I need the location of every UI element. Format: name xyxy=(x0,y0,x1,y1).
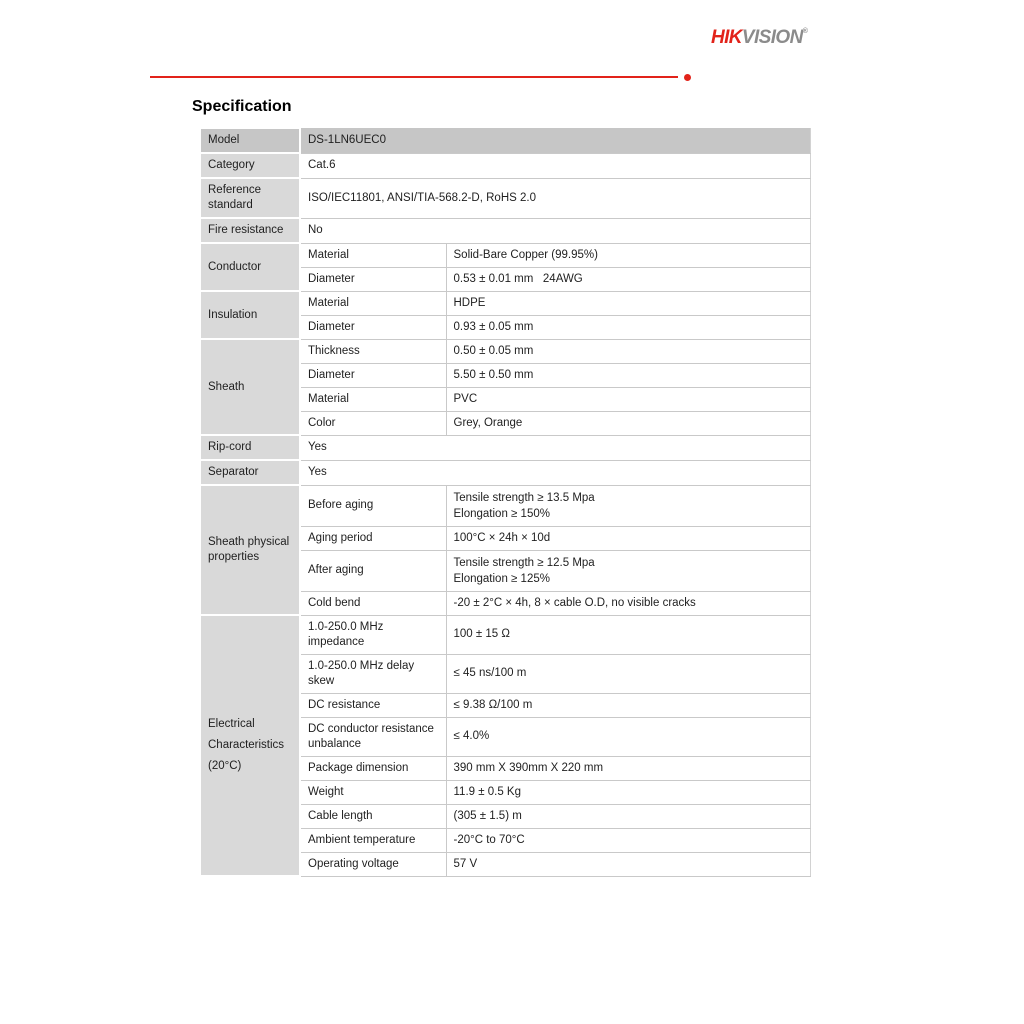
value-cell-material: PVC xyxy=(446,387,810,411)
value-line: Tensile strength ≥ 12.5 Mpa xyxy=(453,556,595,569)
group-label-sheath-physical-properties: Sheath physical properties xyxy=(201,485,300,615)
value-line: Tensile strength ≥ 13.5 Mpa xyxy=(453,491,595,504)
value-cell-model: DS-1LN6UEC0 xyxy=(300,128,810,153)
group-label-fire-resistance: Fire resistance xyxy=(201,218,300,243)
value-cell-diameter: 0.53 ± 0.01 mm 24AWG xyxy=(446,267,810,291)
value-cell-fire-resistance: No xyxy=(300,218,810,243)
value-cell-reference-standard: ISO/IEC11801, ANSI/TIA-568.2-D, RoHS 2.0 xyxy=(300,178,810,218)
group-label-electrical-characteristics-20-c: Electrical Characteristics (20°C) xyxy=(201,615,300,876)
table-row xyxy=(201,460,810,485)
param-cell-dc-conductor-resistance-unbalance: DC conductor resistance unbalance xyxy=(300,717,446,756)
value-cell-material: HDPE xyxy=(446,291,810,315)
param-cell-diameter: Diameter xyxy=(300,267,446,291)
group-label-category: Category xyxy=(201,153,300,178)
table-row xyxy=(201,218,810,243)
value-cell-ambient-temperature: -20°C to 70°C xyxy=(446,828,810,852)
table-row xyxy=(201,178,810,218)
spec-table-body xyxy=(201,128,810,876)
value-cell-before-aging xyxy=(446,485,810,526)
value-cell-1-0-250-0-mhz-delay-skew: ≤ 45 ns/100 m xyxy=(446,654,810,693)
value-cell-1-0-250-0-mhz-impedance: 100 ± 15 Ω xyxy=(446,615,810,654)
param-cell-operating-voltage: Operating voltage xyxy=(300,852,446,876)
value-cell-thickness: 0.50 ± 0.05 mm xyxy=(446,339,810,363)
value-cell-weight: 11.9 ± 0.5 Kg xyxy=(446,780,810,804)
value-line: Elongation ≥ 125% xyxy=(453,572,550,585)
param-cell-thickness: Thickness xyxy=(300,339,446,363)
logo-hik-text: HIK xyxy=(711,27,742,48)
table-row xyxy=(201,615,810,654)
group-label-sheath: Sheath xyxy=(201,339,300,435)
param-cell-ambient-temperature: Ambient temperature xyxy=(300,828,446,852)
param-cell-material: Material xyxy=(300,243,446,267)
value-cell-cable-length: (305 ± 1.5) m xyxy=(446,804,810,828)
value-cell-package-dimension: 390 mm X 390mm X 220 mm xyxy=(446,756,810,780)
value-cell-dc-resistance: ≤ 9.38 Ω/100 m xyxy=(446,693,810,717)
param-cell-1-0-250-0-mhz-delay-skew: 1.0-250.0 MHz delay skew xyxy=(300,654,446,693)
param-cell-cold-bend: Cold bend xyxy=(300,591,446,615)
page-title: Specification xyxy=(192,98,292,115)
value-line: Elongation ≥ 150% xyxy=(453,507,550,520)
value-cell-color: Grey, Orange xyxy=(446,411,810,435)
table-row xyxy=(201,435,810,460)
value-cell-diameter: 5.50 ± 0.50 mm xyxy=(446,363,810,387)
group-label-conductor: Conductor xyxy=(201,243,300,291)
param-cell-aging-period: Aging period xyxy=(300,526,446,550)
value-cell-cold-bend: -20 ± 2°C × 4h, 8 × cable O.D, no visible cracks xyxy=(446,591,810,615)
table-row xyxy=(201,243,810,267)
param-cell-before-aging: Before aging xyxy=(300,485,446,526)
value-cell-material: Solid-Bare Copper (99.95%) xyxy=(446,243,810,267)
table-row xyxy=(201,128,810,153)
param-cell-material: Material xyxy=(300,387,446,411)
value-cell-separator: Yes xyxy=(300,460,810,485)
param-cell-weight: Weight xyxy=(300,780,446,804)
param-cell-diameter: Diameter xyxy=(300,315,446,339)
param-cell-color: Color xyxy=(300,411,446,435)
table-row xyxy=(201,339,810,363)
param-cell-material: Material xyxy=(300,291,446,315)
table-row xyxy=(201,485,810,526)
value-cell-category: Cat.6 xyxy=(300,153,810,178)
param-cell-1-0-250-0-mhz-impedance: 1.0-250.0 MHz impedance xyxy=(300,615,446,654)
param-cell-cable-length: Cable length xyxy=(300,804,446,828)
spec-table-wrap xyxy=(201,127,810,877)
hikvision-logo xyxy=(711,27,808,49)
param-cell-package-dimension: Package dimension xyxy=(300,756,446,780)
value-cell-operating-voltage: 57 V xyxy=(446,852,810,876)
group-label-reference-standard: Reference standard xyxy=(201,178,300,218)
group-label-rip-cord: Rip-cord xyxy=(201,435,300,460)
value-cell-after-aging xyxy=(446,550,810,591)
value-cell-diameter: 0.93 ± 0.05 mm xyxy=(446,315,810,339)
group-label-insulation: Insulation xyxy=(201,291,300,339)
header-divider-line xyxy=(150,76,678,78)
value-cell-aging-period: 100°C × 24h × 10d xyxy=(446,526,810,550)
param-cell-dc-resistance: DC resistance xyxy=(300,693,446,717)
registered-trademark-icon: ® xyxy=(802,28,808,35)
param-cell-after-aging: After aging xyxy=(300,550,446,591)
spec-table xyxy=(201,127,811,877)
table-row xyxy=(201,291,810,315)
header-divider-dot-icon xyxy=(684,74,691,81)
value-cell-dc-conductor-resistance-unbalance: ≤ 4.0% xyxy=(446,717,810,756)
table-row xyxy=(201,153,810,178)
value-cell-rip-cord: Yes xyxy=(300,435,810,460)
logo-vision-text: VISION xyxy=(741,27,803,48)
group-label-model: Model xyxy=(201,128,300,153)
param-cell-diameter: Diameter xyxy=(300,363,446,387)
group-label-separator: Separator xyxy=(201,460,300,485)
